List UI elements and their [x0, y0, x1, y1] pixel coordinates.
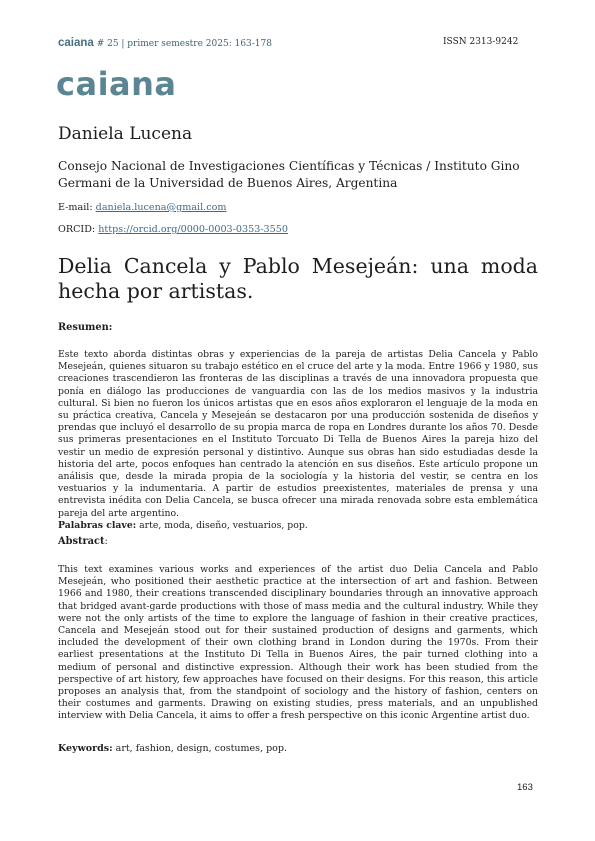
abstract-heading [58, 536, 108, 547]
palabras-clave-label: Palabras clave: [58, 519, 137, 531]
orcid-link[interactable]: https://orcid.org/0000-0003-0353-3550 [98, 224, 288, 235]
page-number: 163 [517, 782, 533, 793]
palabras-clave: arte, moda, diseño, vestuarios, pop. [136, 519, 308, 531]
abstract-colon: : [104, 536, 108, 547]
issue-info: # 25 | primer semestre 2025: 163-178 [96, 39, 272, 49]
email-label: E-mail: [58, 202, 96, 213]
keywords-label: Keywords: [58, 743, 113, 754]
abstract-body: This text examines various works and experiences of the artist duo Delia Cancela and Pablo Mesejeán, who positioned their aesthetic practice at the intersection of art and fashion. Between 1966 and 1980, their creations transcended disciplinary boundaries through an innovative approach that bridged avant-garde productions with those of mass media and the cultural industry. While they were not the only artists of the time to explore the language of fashion in their creative practices, Cancela and Mesejeán stood out for their sustained production of designs and garments, which included the development of their own clothing brand in London during the 1970s. From their earliest presentations at the Instituto Di Tella in Buenos Aires, the pair turned clothing into a medium of personal and distinctive expression. Although their work has been studied from the perspective of art history, few approaches have focused on their designs. For this reason, this article proposes an analysis that, from the standpoint of sociology and the history of fashion, centers on their costumes and garments. Drawing on existing studies, press materials, and an unpublished interview with Delia Cancela, it aims to offer a fresh perspective on this iconic Argentine artist duo. [58, 564, 538, 722]
title-line-2: hecha por artistas. [58, 279, 254, 303]
email-line [58, 202, 226, 213]
resumen-heading: Resumen: [58, 322, 113, 333]
author-affiliation: Consejo Nacional de Investigaciones Científicas y Técnicas / Instituto Gino Germani de la Universidad de Buenos Aires, Argentina [58, 159, 520, 190]
resumen-text: Este texto aborda distintas obras y experiencias de la pareja de artistas Delia Cancela y Pablo Mesejeán, quienes situaron su trabajo estético en el cruce del arte y la moda. Entre 1966 y 1980, sus creaciones trascendieron las fronteras de las disciplinas a través de una innovadora propuesta que ponía en diálogo las producciones de vanguardia con las de los medios masivos y la industria cultural. Si bien no fueron los únicos artistas que en esos años exploraron el lenguaje de la moda en su práctica creativa, Cancela y Mesejeán se destacaron por una producción sostenida de diseños y prendas que incluyó el desarrollo de su propia marca de ropa en Londres durante los años 70. Desde sus primeras presentaciones en el Instituto Torcuato Di Tella de Buenos Aires la pareja hizo del vestir un medio de expresión personal y distintivo. Aunque sus obras han sido estudiadas desde la historia del arte, pocos enfoques han centrado la atención en sus diseños. Este artículo propone un análisis que, desde la mirada propia de la sociología y la historia del vestir, se centra en los vestuarios y la indumentaria. A partir de estudios preexistentes, materiales de prensa y una entrevista inédita con Delia Cancela, se busca ofrecer una mirada renovada sobre esta emblemática pareja del arte argentino. [58, 349, 538, 519]
keywords: art, fashion, design, costumes, pop. [112, 743, 287, 754]
resumen-body [58, 349, 538, 532]
issn: ISSN 2313-9242 [443, 37, 519, 47]
running-header [58, 37, 272, 49]
title-line-1: Delia Cancela y Pablo Mesejeán: una moda [58, 254, 538, 278]
orcid-label: ORCID: [58, 224, 99, 235]
journal-name: caiana [58, 37, 94, 49]
abstract-label: Abstract [58, 536, 105, 547]
article-title [58, 254, 538, 304]
author-name: Daniela Lucena [58, 124, 193, 144]
journal-logo: caiana [56, 65, 177, 103]
orcid-line [58, 224, 288, 235]
keywords-line [58, 743, 287, 754]
email-link[interactable]: daniela.lucena@gmail.com [95, 202, 227, 213]
